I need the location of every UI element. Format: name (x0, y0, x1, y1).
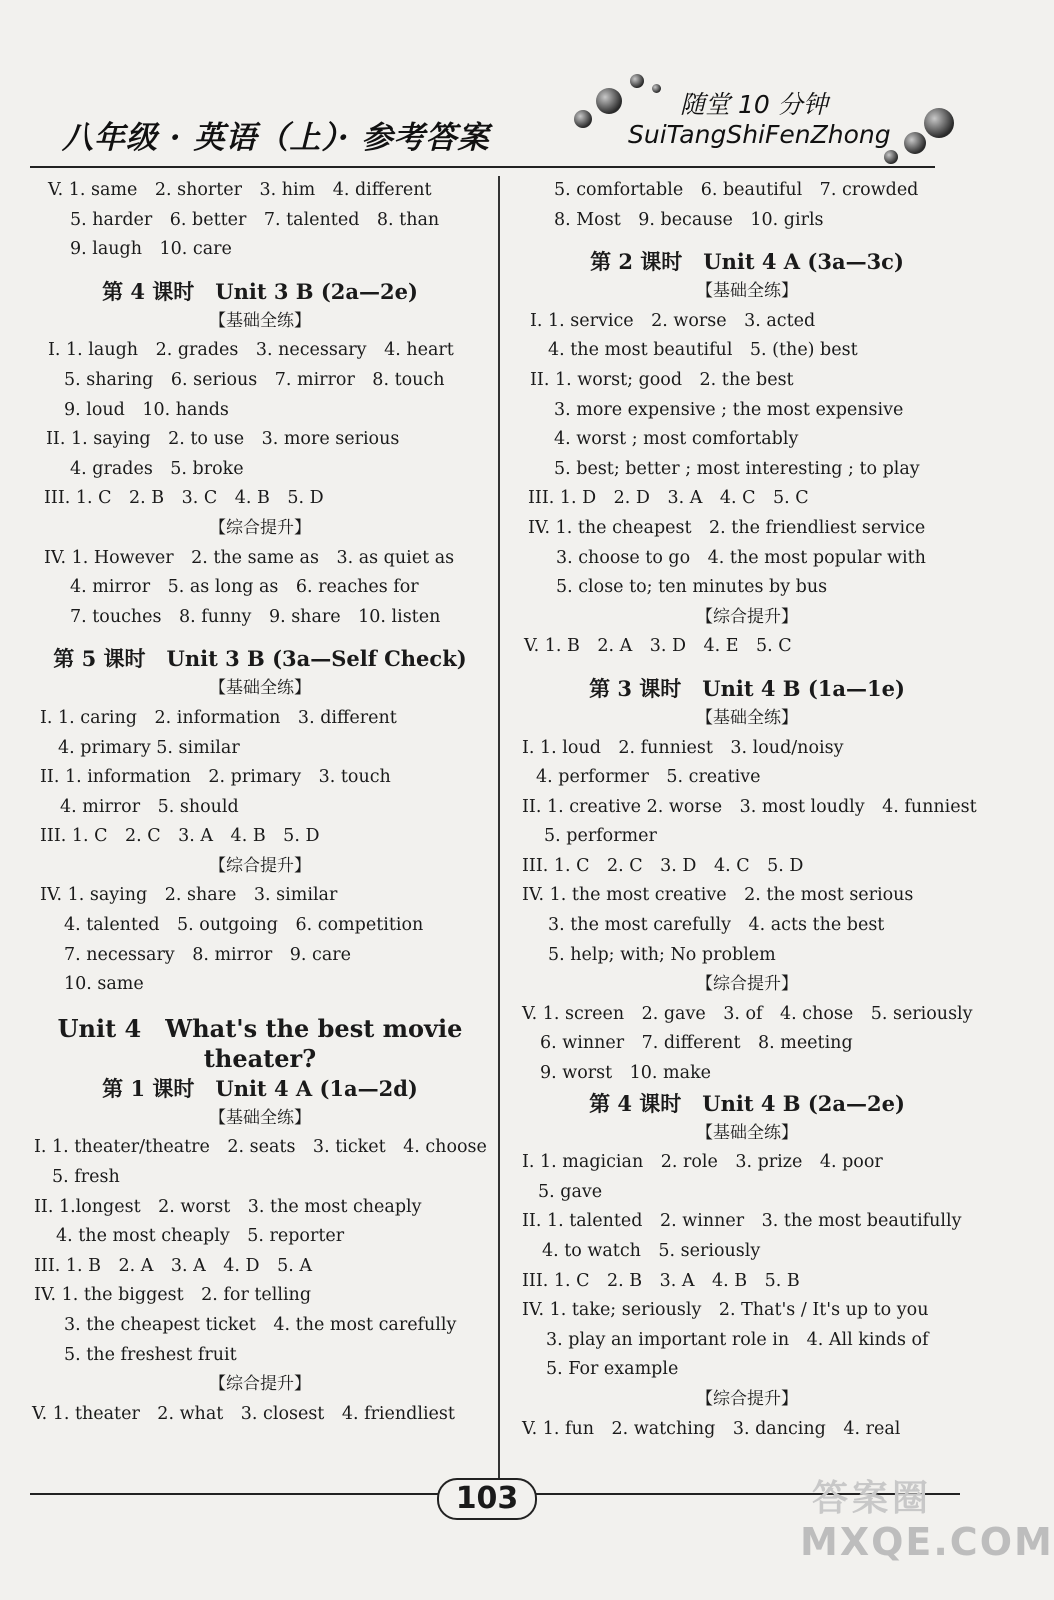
section-tag: 【综合提升】 (696, 606, 798, 627)
answer-line: 6. winner 7. different 8. meeting (540, 1033, 853, 1054)
answer-line: 7. touches 8. funny 9. share 10. listen (70, 606, 441, 627)
answer-line: 5. harder 6. better 7. talented 8. than (70, 209, 440, 230)
section-tag: 【综合提升】 (209, 517, 311, 538)
answer-line: 4. primary 5. similar (58, 737, 240, 758)
page-number: 103 (437, 1478, 537, 1520)
answer-line: 5. comfortable 6. beautiful 7. crowded (554, 180, 919, 200)
answer-line: 8. Most 9. because 10. girls (554, 209, 824, 230)
answer-line: V. 1. theater 2. what 3. closest 4. friendliest (32, 1403, 455, 1424)
decorative-dot (630, 74, 644, 88)
decorative-dot (884, 150, 898, 164)
answer-line: 5. close to; ten minutes by bus (556, 577, 828, 598)
answer-line: II. 1. creative 2. worse 3. most loudly 4. funniest (522, 796, 977, 817)
answer-line: 4. to watch 5. seriously (542, 1241, 761, 1261)
answer-line: 4. performer 5. creative (536, 767, 761, 788)
section-tag: 【基础全练】 (209, 678, 311, 699)
decorative-dot (924, 108, 954, 138)
answer-line: 3. the most carefully 4. acts the best (548, 915, 885, 936)
answer-line: 4. mirror 5. should (60, 796, 239, 817)
section-tag: 【基础全练】 (696, 1122, 798, 1143)
section-tag: 【基础全练】 (209, 310, 311, 331)
right-column (522, 176, 977, 1444)
answer-line: II. 1. talented 2. winner 3. the most beautifully (522, 1211, 962, 1232)
section-title: 第 2 课时 Unit 4 A (3a—3c) (590, 249, 904, 275)
unit-title-line1: What's the best movie (165, 1013, 463, 1043)
answer-line: 9. laugh 10. care (70, 239, 232, 260)
answer-line: V. 1. same 2. shorter 3. him 4. different (48, 180, 432, 200)
answer-line: IV. 1. the biggest 2. for telling (34, 1285, 312, 1306)
header-rule (30, 166, 935, 168)
answer-line: IV. 1. saying 2. share 3. similar (40, 885, 338, 906)
answer-line: 4. the most beautiful 5. (the) best (548, 340, 858, 361)
section-tag: 【基础全练】 (209, 1107, 311, 1128)
answer-line: 5. For example (546, 1359, 679, 1380)
section-tag: 【基础全练】 (696, 707, 798, 728)
answer-line: III. 1. C 2. B 3. A 4. B 5. B (522, 1270, 800, 1291)
answer-line: IV. 1. the most creative 2. the most serious (522, 885, 914, 906)
answer-line: V. 1. B 2. A 3. D 4. E 5. C (524, 636, 792, 657)
answer-line: I. 1. service 2. worse 3. acted (530, 310, 816, 331)
answer-line: I. 1. magician 2. role 3. prize 4. poor (522, 1152, 883, 1173)
section-title: 第 3 课时 Unit 4 B (1a—1e) (589, 675, 905, 701)
brand-chinese: 随堂 10 分钟 (680, 90, 828, 119)
unit-heading (30, 1014, 490, 1044)
answer-line: 5. help; with; No problem (548, 944, 776, 965)
answer-line: 5. sharing 6. serious 7. mirror 8. touch (64, 369, 445, 390)
answer-line: 5. the freshest fruit (64, 1344, 237, 1365)
page-header (0, 0, 996, 175)
answer-line: 3. the cheapest ticket 4. the most carefully (64, 1315, 457, 1335)
answer-line: III. 1. B 2. A 3. A 4. D 5. A (34, 1255, 312, 1276)
unit-label: Unit 4 (57, 1013, 142, 1043)
column-divider (498, 176, 500, 1494)
unit-title-line2: theater? (203, 1043, 317, 1073)
answer-line: III. 1. C 2. C 3. A 4. B 5. D (40, 826, 320, 847)
answer-line: 5. gave (538, 1181, 603, 1202)
section-tag: 【综合提升】 (696, 1388, 798, 1409)
answer-line: 4. grades 5. broke (70, 458, 244, 479)
answer-line: V. 1. screen 2. gave 3. of 4. chose 5. seriously (522, 1003, 973, 1024)
answer-line: 5. fresh (52, 1167, 120, 1188)
section-title: 第 1 课时 Unit 4 A (1a—2d) (102, 1075, 418, 1101)
answer-line: I. 1. theater/theatre 2. seats 3. ticket 4. choose (34, 1137, 487, 1158)
answer-line: III. 1. C 2. B 3. C 4. B 5. D (44, 488, 324, 509)
answer-line: IV. 1. the cheapest 2. the friendliest service (528, 517, 926, 538)
page-title: 八年级 · 英语（上）· 参考答案 (62, 120, 490, 156)
answer-line: II. 1.longest 2. worst 3. the most cheaply (34, 1196, 422, 1217)
brand-english: SuiTangShiFenZhong (628, 120, 891, 149)
decorative-dot (652, 84, 661, 93)
section-tag: 【基础全练】 (696, 281, 798, 302)
answer-line: II. 1. saying 2. to use 3. more serious (46, 429, 400, 450)
answer-line: 4. the most cheaply 5. reporter (56, 1226, 345, 1247)
answer-line: I. 1. laugh 2. grades 3. necessary 4. heart (48, 340, 454, 361)
decorative-dot (596, 88, 622, 114)
answer-line: IV. 1. take; seriously 2. That's / It's up to you (522, 1300, 929, 1321)
answer-line: 3. play an important role in 4. All kinds of (546, 1329, 929, 1350)
answer-line: 9. loud 10. hands (64, 399, 229, 420)
answer-line: 3. choose to go 4. the most popular with (556, 547, 926, 568)
answer-line: III. 1. D 2. D 3. A 4. C 5. C (528, 488, 809, 509)
answer-line: I. 1. loud 2. funniest 3. loud/noisy (522, 737, 844, 758)
watermark-site: MXQE.COM (800, 1520, 1054, 1564)
answer-line: 9. worst 10. make (540, 1063, 712, 1084)
answer-line: 4. worst ; most comfortably (554, 429, 799, 450)
answer-line: 4. mirror 5. as long as 6. reaches for (70, 577, 419, 598)
answer-line: 10. same (64, 974, 144, 995)
section-title: 第 4 课时 Unit 4 B (2a—2e) (589, 1090, 905, 1116)
section-tag: 【综合提升】 (696, 974, 798, 995)
watermark-logo: 答案圈 (812, 1478, 933, 1519)
answer-line: II. 1. information 2. primary 3. touch (40, 767, 391, 788)
answer-line: 7. necessary 8. mirror 9. care (64, 944, 351, 965)
left-column (30, 176, 490, 1429)
answer-line: 5. performer (544, 826, 657, 847)
answer-line: IV. 1. However 2. the same as 3. as quiet as (44, 547, 455, 568)
answer-line: I. 1. caring 2. information 3. different (40, 707, 397, 728)
decorative-dot (574, 110, 592, 128)
section-tag: 【综合提升】 (209, 1374, 311, 1395)
section-tag: 【综合提升】 (209, 855, 311, 876)
answer-line: 3. more expensive ; the most expensive (554, 399, 904, 420)
answer-line: 4. talented 5. outgoing 6. competition (64, 915, 424, 936)
section-title: 第 4 课时 Unit 3 B (2a—2e) (102, 278, 418, 304)
section-title: 第 5 课时 Unit 3 B (3a—Self Check) (53, 646, 467, 672)
decorative-dot (904, 132, 926, 154)
answer-line: V. 1. fun 2. watching 3. dancing 4. real (522, 1418, 901, 1439)
answer-line: 5. best; better ; most interesting ; to play (554, 458, 920, 479)
answer-line: III. 1. C 2. C 3. D 4. C 5. D (522, 855, 804, 876)
answer-line: II. 1. worst; good 2. the best (530, 369, 794, 390)
